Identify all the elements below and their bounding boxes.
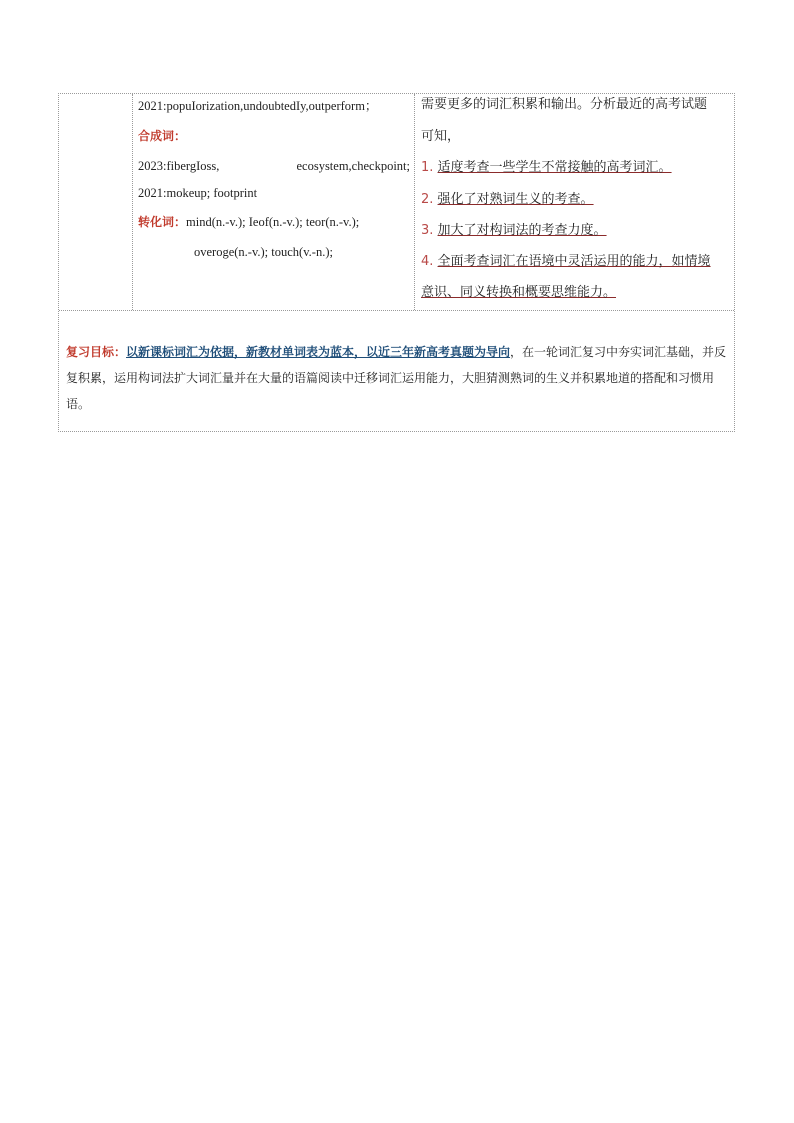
word-formation-cell [138, 94, 410, 310]
analysis-item-2 [421, 192, 594, 208]
row-divider [59, 310, 734, 311]
conversion-row [138, 214, 359, 230]
item-text: 强化了对熟词生义的考查。 [437, 192, 594, 207]
item-text: 全面考查词汇在语境中灵活运用的能力，如情境 [437, 254, 711, 269]
item-text: 适度考查一些学生不常接触的高考词汇。 [437, 160, 672, 175]
example-line-2021b: 2021:mokeup; footprint [138, 186, 258, 200]
goal-text: ，在一轮词汇复习中夯实词汇基础，并反复积累，运用构词法扩大词汇量并在大量的语篇阅读中迁移词汇运用能力，大胆猜测熟词的生义并积累地道的搭配和习惯用语。 [66, 345, 727, 411]
content-table [58, 93, 735, 432]
item-number: 1. [421, 160, 434, 175]
analysis-intro-cont: 可知， [421, 129, 461, 144]
analysis-item-4 [421, 254, 711, 270]
column-divider-2 [414, 94, 415, 310]
item-number: 2. [421, 192, 434, 207]
goal-label: 复习目标： [66, 345, 127, 359]
item-number: 4. [421, 254, 434, 269]
analysis-item-1 [421, 160, 672, 176]
column-divider-1 [132, 94, 133, 310]
example-line-2023a: 2023:fibergIoss, [138, 159, 220, 173]
conversion-label: 转化词： [138, 215, 187, 229]
item-number: 3. [421, 223, 434, 238]
analysis-cell [421, 94, 731, 310]
goal-link[interactable]: 以新课标词汇为依据，新教材单词表为蓝本，以近三年新高考真题为导向 [126, 345, 511, 359]
analysis-item-4-cont: 意识、同义转换和概要思维能力。 [421, 285, 617, 300]
item-text: 加大了对构词法的考查力度。 [437, 223, 607, 238]
conversion-examples: mind(n.-v.); Ieof(n.-v.); teor(n.-v.); [186, 215, 360, 229]
conversion-examples-cont: overoge(n.-v.); touch(v.-n.); [194, 245, 333, 259]
analysis-intro: 需要更多的词汇积累和输出。分析最近的高考试题 [421, 97, 708, 112]
analysis-item-3 [421, 223, 607, 239]
compound-label: 合成词： [138, 129, 187, 143]
review-goal [66, 339, 732, 417]
example-line-2021: 2021:popuIorization,undoubtedIy,outperform； [138, 99, 378, 113]
example-line-2023b: ecosystem,checkpoint; [296, 159, 410, 173]
